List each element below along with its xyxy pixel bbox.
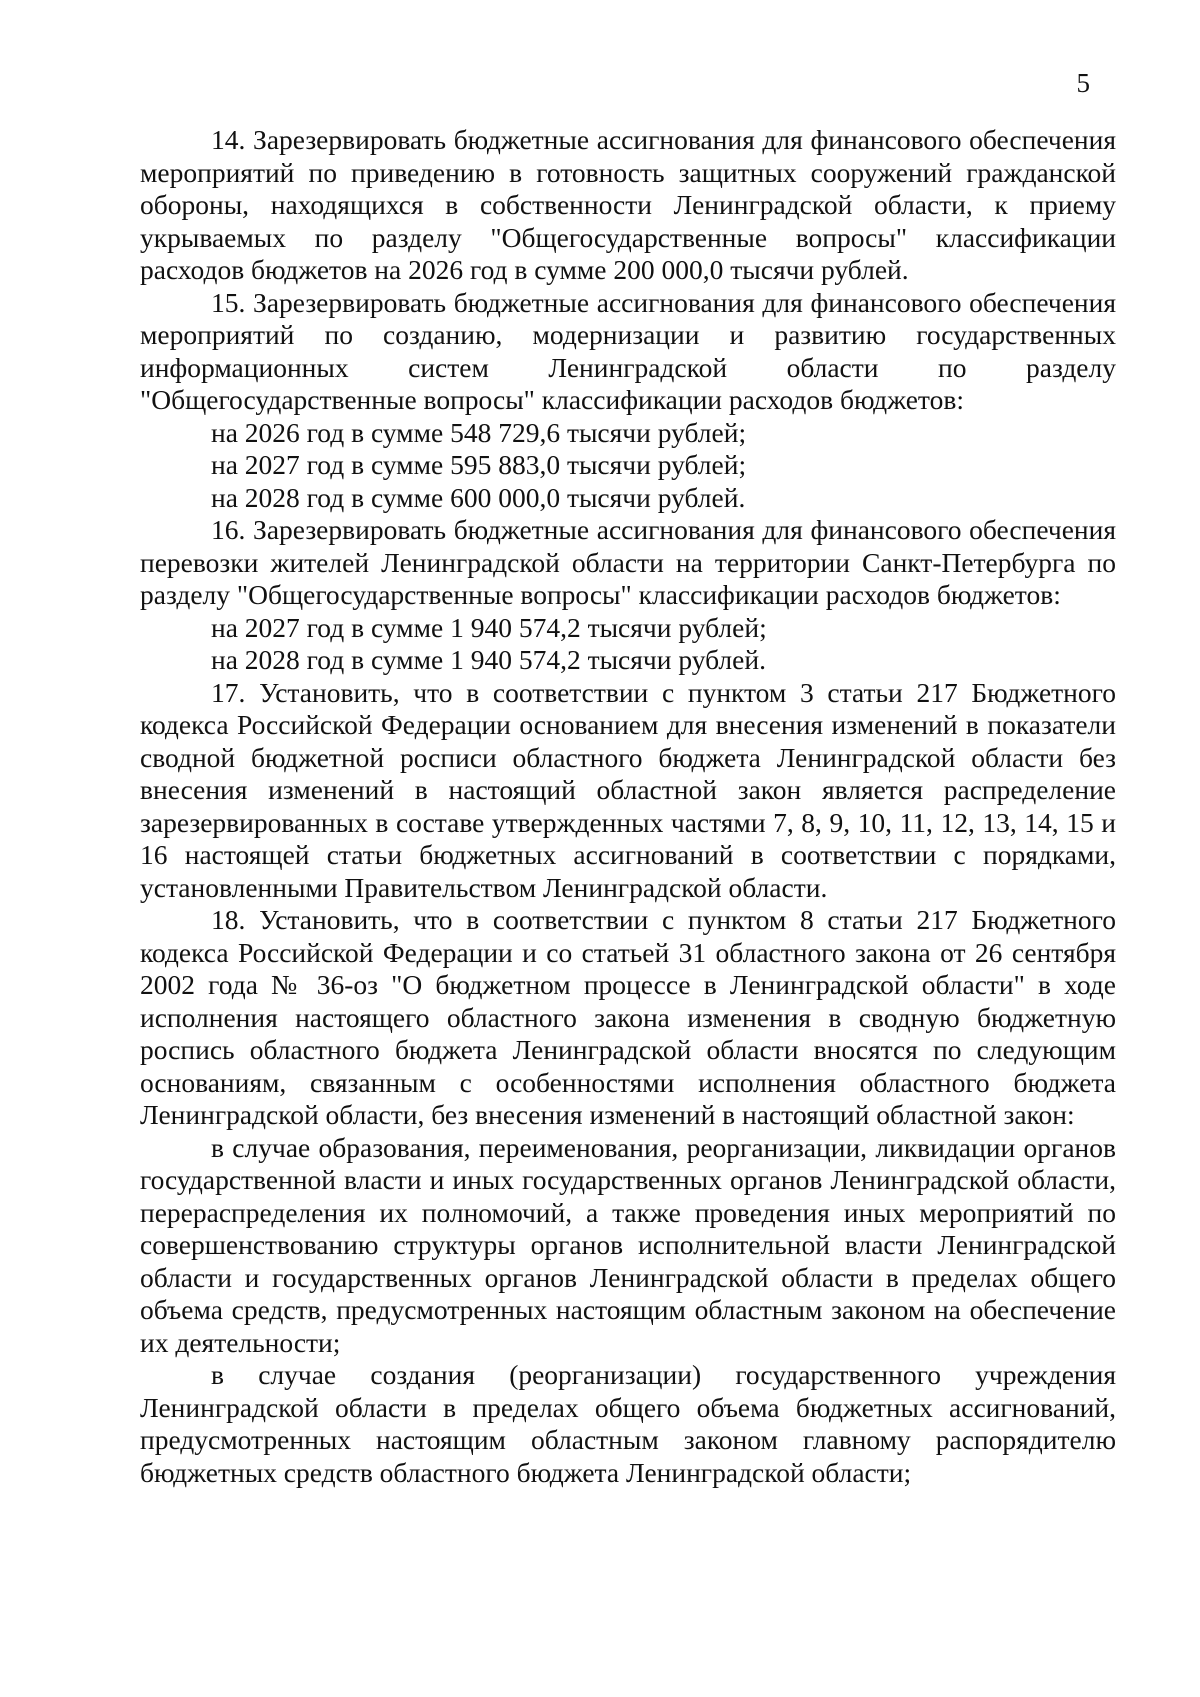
page-number: 5 bbox=[1076, 68, 1090, 98]
paragraph-15-item: на 2027 год в сумме 595 883,0 тысячи рублей; bbox=[211, 449, 747, 480]
document-body bbox=[140, 124, 1116, 1489]
paragraph-16: 16. Зарезервировать бюджетные ассигнования для финансового обеспечения перевозки жителей Ленинградской области на территории Санкт-Петербурга по разделу "Общегосударственные вопросы" классификации расходов бюджетов: bbox=[140, 514, 1116, 610]
paragraph-14: 14. Зарезервировать бюджетные ассигнования для финансового обеспечения мероприятий по приведению в готовность защитных сооружений гражданской обороны, находящихся в собственности Ленинградской области, к приему укрываемых по разделу "Общегосударственные вопросы" классификации расходов бюджетов на 2026 год в сумме 200 000,0 тысячи рублей. bbox=[140, 124, 1116, 285]
paragraph-15: 15. Зарезервировать бюджетные ассигнования для финансового обеспечения мероприятий по созданию, модернизации и развитию государственных информационных систем Ленинградской области по разделу "Общегосударственные вопросы" классификации расходов бюджетов: bbox=[140, 286, 1116, 415]
paragraph-16-item: на 2027 год в сумме 1 940 574,2 тысячи рублей; bbox=[211, 611, 767, 643]
paragraph-17: 17. Установить, что в соответствии с пунктом 3 статьи 217 Бюджетного кодекса Российской Федерации основанием для внесения изменений в показатели сводной бюджетной росписи областного бюджета Ленинградской области без внесения изменений в настоящий областной закон является распределение зарезервированных в составе утвержденных частями 7, 8, 9, 10, 11, 12, 13, 14, 15 и 16 настоящей статьи бюджетных ассигнований в соответствии с порядками, установленными Правительством Ленинградской области. bbox=[140, 676, 1116, 903]
paragraph-15-item: на 2026 год в сумме 548 729,6 тысячи рублей; bbox=[211, 416, 747, 448]
paragraph-18-clause: в случае образования, переименования, реорганизации, ликвидации органов государственной власти и иных государственных органов Ленинградской области, перераспределения их полномочий, а также проведения иных мероприятий по совершенствованию структуры органов исполнительной власти Ленинградской области и государственных органов Ленинградской области в пределах общего объема средств, предусмотренных настоящим областным законом на обеспечение их деятельности; bbox=[140, 1131, 1116, 1358]
paragraph-15-item: на 2028 год в сумме 600 000,0 тысячи рублей. bbox=[211, 481, 746, 513]
paragraph-16-item: на 2028 год в сумме 1 940 574,2 тысячи рублей. bbox=[211, 644, 766, 675]
paragraph-18-clause: в случае создания (реорганизации) государственного учреждения Ленинградской области в пределах общего объема бюджетных ассигнований, предусмотренных настоящим областным законом главному распорядителю бюджетных средств областного бюджета Ленинградской области; bbox=[140, 1359, 1116, 1488]
paragraph-18: 18. Установить, что в соответствии с пунктом 8 статьи 217 Бюджетного кодекса Российской Федерации и со статьей 31 областного закона от 26 сентября 2002 года № 36-оз "О бюджетном процессе в Ленинградской области" в ходе исполнения настоящего областного закона изменения в сводную бюджетную роспись областного бюджета Ленинградской области вносятся по следующим основаниям, связанным с особенностями исполнения областного бюджета Ленинградской области, без внесения изменений в настоящий областной закон: bbox=[140, 904, 1116, 1130]
